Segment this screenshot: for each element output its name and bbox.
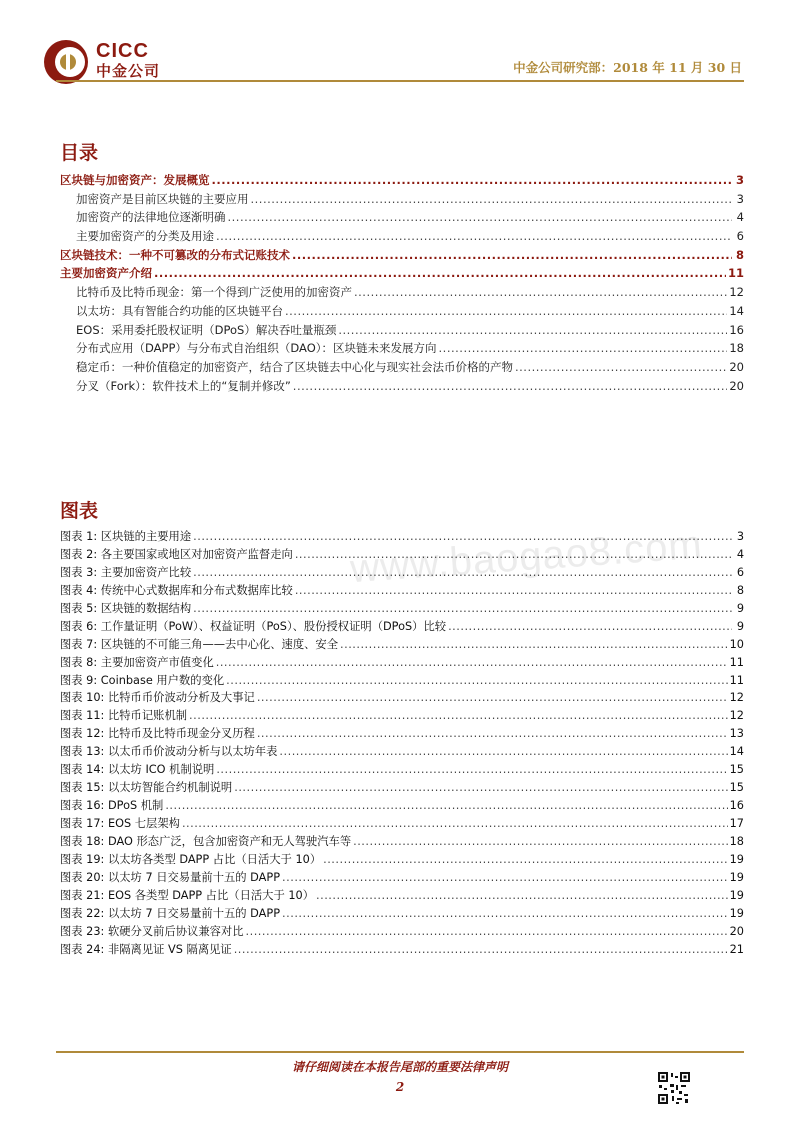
figure-entry-label: 图表 19: 以太坊各类型 DAPP 占比（日活大于 10）	[60, 852, 322, 866]
dot-leader	[323, 853, 728, 866]
figure-entry-page: 19	[729, 888, 744, 902]
dot-leader	[189, 709, 728, 722]
table-of-contents	[60, 172, 744, 396]
toc-entry[interactable]	[60, 378, 744, 397]
dot-leader	[246, 925, 728, 938]
dot-leader	[293, 379, 728, 393]
toc-entry-label: 加密资产的法律地位逐渐明确	[76, 210, 226, 225]
figure-entry-page: 11	[729, 655, 744, 669]
figure-entry-page: 13	[729, 727, 744, 741]
figure-entry[interactable]	[60, 887, 744, 905]
figure-entry-page: 17	[729, 817, 744, 830]
page-number: 2	[395, 1080, 405, 1094]
figure-entry[interactable]	[60, 761, 744, 779]
figure-entry-label: 图表 24: 非隔离见证 VS 隔离见证	[60, 942, 232, 956]
figure-entry-page: 15	[729, 781, 744, 795]
toc-entry[interactable]	[60, 172, 744, 191]
figure-entry-page: 12	[729, 691, 744, 705]
figure-entry[interactable]	[60, 582, 744, 600]
figure-entry[interactable]	[60, 636, 744, 654]
toc-entry-label: 比特币及比特币现金：第一个得到广泛使用的加密资产	[76, 285, 352, 300]
figure-entry-label: 图表 10: 比特币币价波动分析及大事记	[60, 691, 255, 705]
dot-leader	[340, 638, 728, 651]
figure-entry-label: 图表 15: 以太坊智能合约机制说明	[60, 781, 233, 795]
page-header	[0, 0, 800, 82]
figure-entry-page: 3	[736, 530, 744, 543]
toc-entry[interactable]	[60, 209, 744, 228]
figure-entry[interactable]	[60, 905, 744, 923]
dot-leader	[282, 871, 728, 884]
figure-entry-label: 图表 18: DAO 形态广泛，包含加密资产和无人驾驶汽车等	[60, 834, 352, 848]
dot-leader	[212, 173, 733, 187]
figure-entry-label: 图表 21: EOS 各类型 DAPP 占比（日活大于 10）	[60, 888, 315, 902]
toc-entry-page: 6	[736, 229, 744, 244]
figure-entry-page: 4	[736, 547, 744, 561]
dot-leader	[448, 620, 732, 633]
toc-entry-label: 稳定币：一种价值稳定的加密资产，结合了区块链去中心化与现实社会法币价格的产物	[76, 359, 513, 374]
figure-entry[interactable]	[60, 725, 744, 743]
figure-entry[interactable]	[60, 689, 744, 707]
figure-entry[interactable]	[60, 672, 744, 690]
toc-entry-page: 20	[729, 359, 744, 374]
toc-entry[interactable]	[60, 322, 744, 341]
figure-entry-page: 15	[729, 763, 744, 777]
figure-entry-page: 18	[729, 834, 744, 848]
qr-code-icon	[657, 1071, 691, 1105]
dot-leader	[295, 584, 732, 597]
dot-leader	[216, 229, 732, 243]
toc-entry[interactable]	[60, 284, 744, 303]
dot-leader	[439, 341, 728, 355]
figure-entry[interactable]	[60, 546, 744, 564]
figure-entry-page: 10	[729, 637, 744, 651]
toc-title: 目录	[60, 142, 99, 164]
toc-entry-label: 区块链与加密资产：发展概览	[60, 173, 210, 187]
footer-divider	[56, 1051, 744, 1053]
figure-entry-page: 19	[729, 870, 744, 884]
dot-leader	[354, 285, 727, 299]
toc-entry-page: 20	[729, 378, 744, 393]
figure-entry-label: 图表 6: 工作量证明（PoW）、权益证明（PoS）、股份授权证明（DPoS）比较	[60, 619, 447, 633]
dot-leader	[353, 835, 728, 848]
dot-leader	[193, 566, 732, 579]
figure-entry[interactable]	[60, 707, 744, 725]
header-dept-date: 中金公司研究部：2018 年 11 月 30 日	[513, 60, 742, 75]
dot-leader	[216, 656, 728, 669]
toc-entry-label: 加密资产是目前区块链的主要应用	[76, 191, 249, 206]
figure-entry-label: 图表 17: EOS 七层架构	[60, 817, 180, 830]
dot-leader	[216, 763, 727, 776]
toc-entry-page: 3	[735, 173, 744, 187]
figure-entry-page: 12	[729, 709, 744, 723]
toc-entry[interactable]	[60, 247, 744, 266]
toc-entry[interactable]	[60, 265, 744, 284]
figure-entry-label: 图表 20: 以太坊 7 日交易量前十五的 DAPP	[60, 870, 281, 884]
toc-entry-label: 主要加密资产的分类及用途	[76, 229, 214, 244]
dot-leader	[193, 530, 732, 543]
toc-entry-label: 区块链技术：一种不可篡改的分布式记账技术	[60, 247, 290, 262]
figure-entry-page: 8	[736, 583, 744, 597]
figure-entry-label: 图表 2: 各主要国家或地区对加密资产监督走向	[60, 547, 293, 561]
toc-entry-page: 4	[736, 210, 744, 225]
figure-entry-page: 20	[729, 924, 744, 938]
figure-entry[interactable]	[60, 528, 744, 546]
legal-notice: 请仔细阅读在本报告尾部的重要法律声明	[291, 1060, 508, 1074]
figure-entry-label: 图表 12: 比特币及比特币现金分叉历程	[60, 727, 255, 741]
figure-entry-label: 图表 3: 主要加密资产比较	[60, 565, 192, 579]
toc-entry-page: 14	[729, 303, 744, 318]
dot-leader	[228, 210, 733, 224]
figure-entry-page: 16	[729, 799, 744, 813]
toc-entry-page: 3	[736, 191, 744, 206]
figure-entry[interactable]	[60, 851, 744, 869]
dot-leader	[515, 360, 727, 374]
dot-leader	[251, 192, 733, 206]
dot-leader	[338, 323, 727, 337]
figure-entry[interactable]	[60, 833, 744, 851]
figure-entry-label: 图表 8: 主要加密资产市值变化	[60, 655, 214, 669]
figures-title: 图表	[60, 500, 99, 522]
figure-entry-label: 图表 23: 软硬分叉前后协议兼容对比	[60, 924, 244, 938]
dot-leader	[234, 781, 727, 794]
dot-leader	[182, 817, 728, 830]
figure-entry-label: 图表 14: 以太坊 ICO 机制说明	[60, 763, 215, 777]
toc-entry-label: 以太坊：具有智能合约功能的区块链平台	[76, 303, 283, 318]
watermark: www.baogao8.com	[348, 522, 705, 592]
dot-leader	[282, 907, 728, 920]
dot-leader	[257, 727, 728, 740]
toc-entry-page: 18	[729, 341, 744, 356]
figure-entry-label: 图表 9: Coinbase 用户数的变化	[60, 673, 225, 687]
dot-leader	[285, 304, 727, 318]
figure-entry[interactable]	[60, 564, 744, 582]
header-divider	[56, 80, 744, 82]
toc-entry-label: 分布式应用（DAPP）与分布式自治组织（DAO）：区块链未来发展方向	[76, 341, 437, 356]
figure-entry-page: 19	[729, 852, 744, 866]
figure-entry[interactable]	[60, 815, 744, 833]
figure-entry[interactable]	[60, 941, 744, 959]
logo-text-en: CICC	[96, 40, 149, 62]
figure-entry[interactable]	[60, 869, 744, 887]
list-of-figures	[60, 528, 744, 959]
dot-leader	[154, 266, 726, 280]
figure-entry-label: 图表 16: DPoS 机制	[60, 799, 164, 813]
dot-leader	[257, 691, 728, 704]
figure-entry-label: 图表 22: 以太坊 7 日交易量前十五的 DAPP	[60, 906, 281, 920]
figure-entry[interactable]	[60, 797, 744, 815]
figure-entry[interactable]	[60, 923, 744, 941]
dot-leader	[279, 745, 727, 758]
dot-leader	[193, 602, 732, 615]
logo-text-cn: 中金公司	[96, 62, 161, 80]
figure-entry-label: 图表 7: 区块链的不可能三角——去中心化、速度、安全	[60, 637, 339, 651]
dot-leader	[316, 889, 728, 902]
figure-entry-label: 图表 5: 区块链的数据结构	[60, 601, 192, 615]
figure-entry-page: 21	[729, 942, 744, 956]
toc-entry-label: 主要加密资产介绍	[60, 266, 152, 281]
toc-entry[interactable]	[60, 340, 744, 359]
dot-leader	[292, 248, 732, 262]
figure-entry-label: 图表 13: 以太币币价波动分析与以太坊年表	[60, 745, 278, 759]
dot-leader	[165, 799, 727, 812]
figure-entry-label: 图表 1: 区块链的主要用途	[60, 530, 192, 543]
toc-entry[interactable]	[60, 359, 744, 378]
dot-leader	[226, 674, 727, 687]
figure-entry[interactable]	[60, 618, 744, 636]
figure-entry[interactable]	[60, 743, 744, 761]
toc-entry-page: 16	[729, 322, 744, 337]
figure-entry-page: 9	[736, 619, 744, 633]
toc-entry[interactable]	[60, 191, 744, 210]
toc-entry-label: EOS：采用委托股权证明（DPoS）解决吞吐量瓶颈	[76, 322, 337, 337]
figure-entry-page: 14	[729, 745, 744, 759]
figure-entry-page: 11	[729, 673, 744, 687]
toc-entry[interactable]	[60, 228, 744, 247]
figure-entry-page: 19	[729, 906, 744, 920]
dot-leader	[234, 943, 728, 956]
figure-entry-label: 图表 4: 传统中心式数据库和分布式数据库比较	[60, 583, 293, 597]
figure-entry-page: 6	[736, 565, 744, 579]
figure-entry[interactable]	[60, 600, 744, 618]
toc-entry[interactable]	[60, 303, 744, 322]
figure-entry[interactable]	[60, 654, 744, 672]
figure-entry-label: 图表 11: 比特币记账机制	[60, 709, 188, 723]
dot-leader	[295, 548, 732, 561]
figure-entry[interactable]	[60, 779, 744, 797]
cicc-logo-icon	[42, 38, 90, 86]
toc-entry-page: 8	[735, 247, 744, 262]
toc-entry-page: 11	[727, 266, 744, 281]
toc-entry-label: 分叉（Fork）：软件技术上的“复制并修改”	[76, 378, 291, 393]
figure-entry-page: 9	[736, 601, 744, 615]
toc-entry-page: 12	[729, 285, 744, 300]
